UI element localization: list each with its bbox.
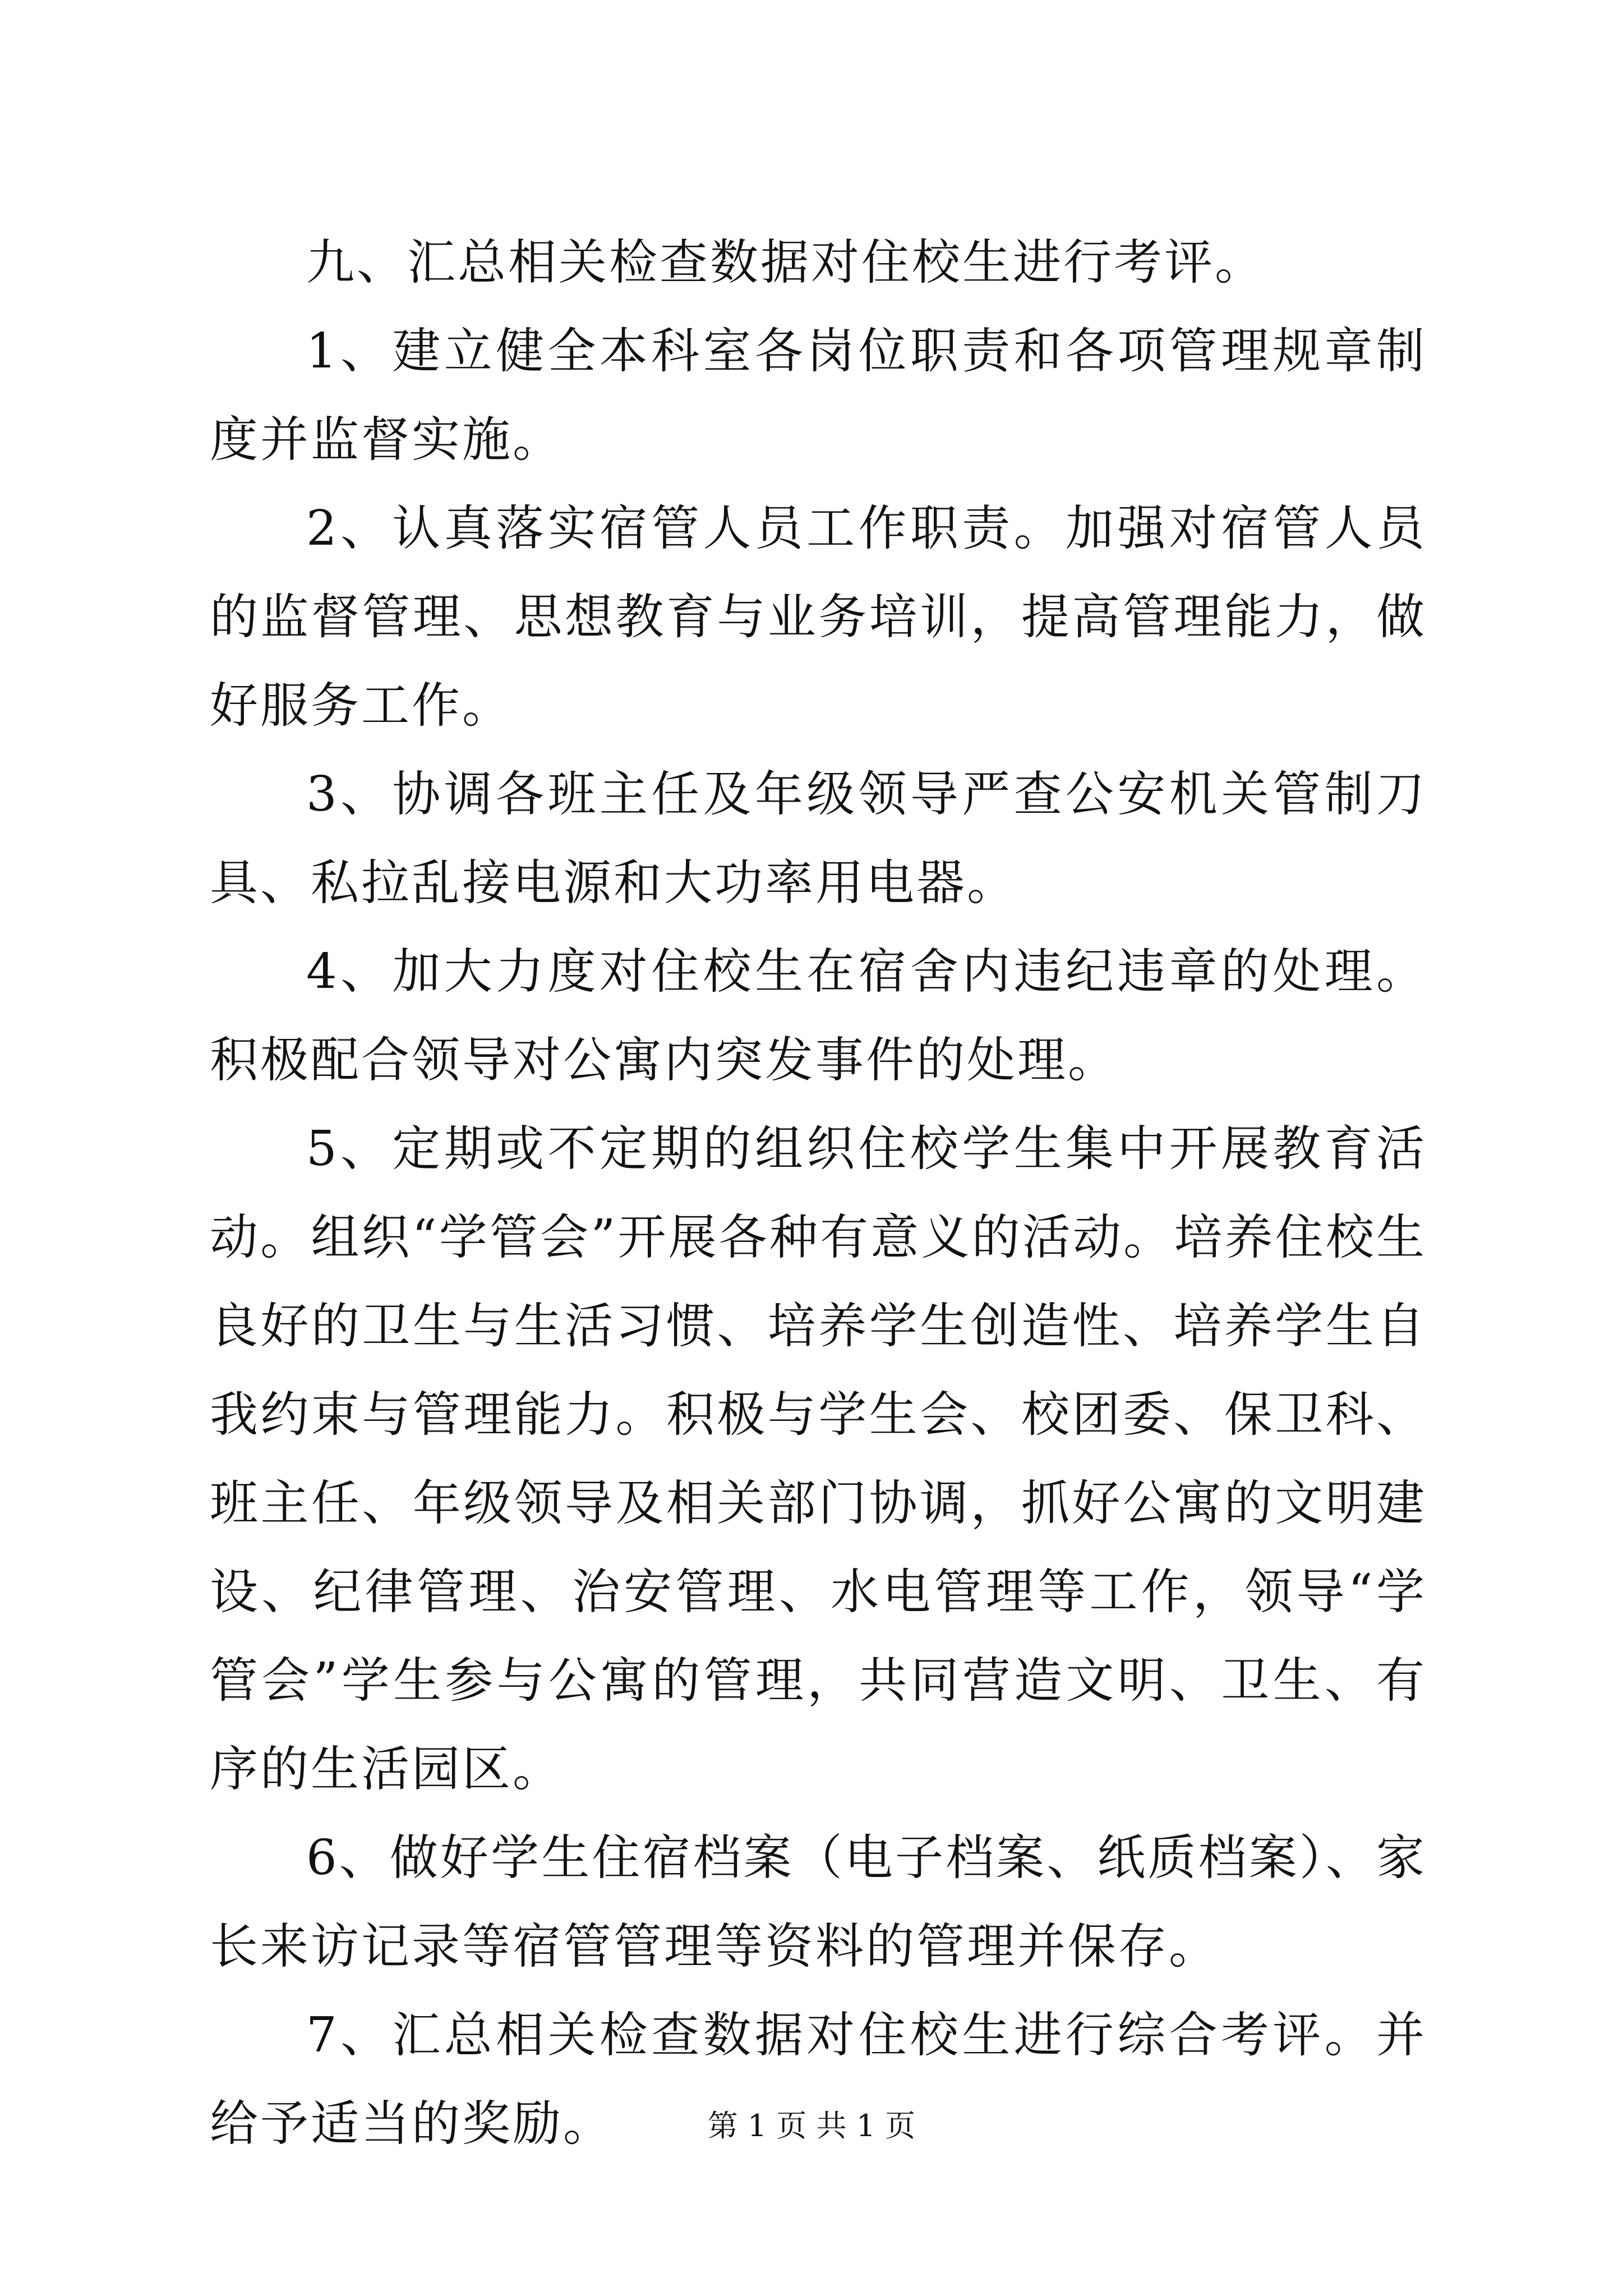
paragraph-item-7: 7、汇总相关检查数据对住校生进行综合考评。并给予适当的奖励。 <box>210 2007 1427 2152</box>
paragraph-item-2: 2、认真落实宿管人员工作职责。加强对宿管人员的监督管理、思想教育与业务培训，提高管理能力，做好服务工作。 <box>210 500 1427 734</box>
paragraph-item-1: 1、建立健全本科室各岗位职责和各项管理规章制度并监督实施。 <box>210 323 1427 468</box>
paragraph-item-5: 5、定期或不定期的组织住校学生集中开展教育活动。组织“学管会”开展各种有意义的活动。培养住校生良好的卫生与生活习惯、培养学生创造性、培养学生自我约束与管理能力。积极与学生会、校团委、保卫科、班主任、年级领导及相关部门协调，抓好公寓的文明建设、纪律管理、治安管理、水电管理等工作，领导“学管会”学生参与公寓的管理，共同营造文明、卫生、有序的生活园区。 <box>210 1121 1427 1797</box>
paragraph-item-3: 3、协调各班主任及年级领导严查公安机关管制刀具、私拉乱接电源和大功率用电器。 <box>210 766 1427 911</box>
paragraph-heading: 九、汇总相关检查数据对住校生进行考评。 <box>306 234 1265 291</box>
paragraph-item-4: 4、加大力度对住校生在宿舍内违纪违章的处理。积极配合领导对公寓内突发事件的处理。 <box>210 944 1427 1088</box>
document-body <box>210 218 1427 2168</box>
paragraph-item-6: 6、做好学生住宿档案（电子档案、纸质档案）、家长来访记录等宿管管理等资料的管理并保存。 <box>210 1830 1427 1975</box>
page-number-footer: 第 1 页 共 1 页 <box>707 2108 916 2143</box>
